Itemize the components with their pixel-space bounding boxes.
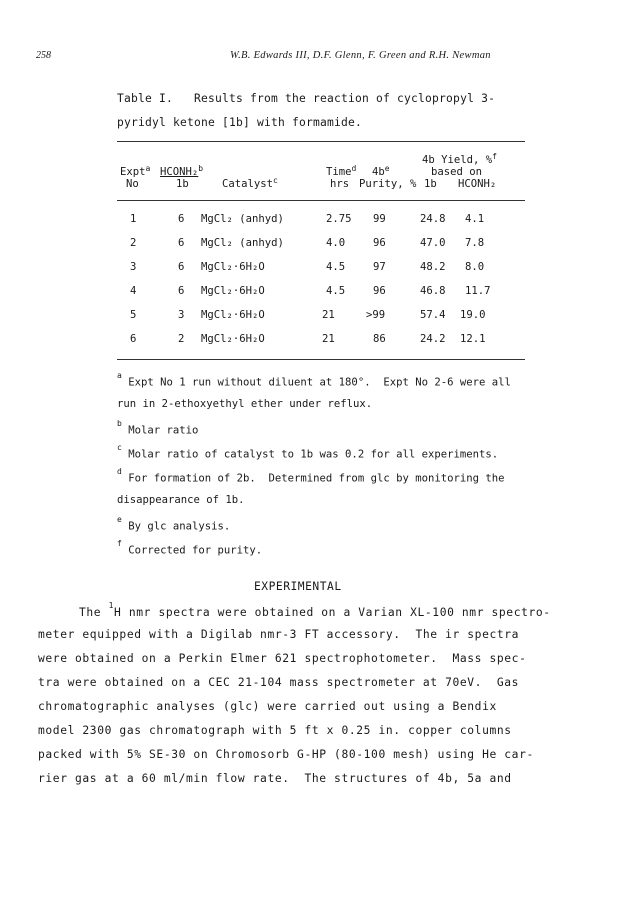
- cell-yield-1b: 57.4: [420, 309, 446, 321]
- cell-time: 4.5: [326, 285, 346, 297]
- cell-catalyst: MgCl₂·6H₂O: [201, 261, 265, 273]
- col-header-4b: $4b^e$: [372, 164, 390, 178]
- cell-purity: 97: [373, 261, 386, 273]
- cell-yield-hconh2: 19.0: [460, 309, 486, 321]
- body-line: meter equipped with a Digilab nmr-3 FT accessory. The ir spectra: [38, 628, 520, 641]
- cell-catalyst: MgCl₂ (anhyd): [201, 237, 284, 249]
- table-top-rule: [117, 141, 525, 142]
- cell-yield-1b: 24.8: [420, 213, 446, 225]
- table-row: [117, 333, 525, 347]
- cell-yield-1b: 48.2: [420, 261, 446, 273]
- cell-time: 21: [322, 333, 335, 345]
- cell-no: 4: [130, 285, 137, 297]
- running-head: W.B. Edwards III, D.F. Glenn, F. Green and R.H. Newman: [230, 50, 491, 61]
- col-header-yield: 4b Yield, %$^f$: [422, 152, 497, 166]
- table-bottom-rule: [117, 359, 525, 360]
- cell-no: 3: [130, 261, 137, 273]
- table-caption-line-2: pyridyl ketone [1b] with formamide.: [117, 116, 363, 129]
- cell-no: 5: [130, 309, 137, 321]
- body-line: model 2300 gas chromatograph with 5 ft x 0.25 in. copper columns: [38, 724, 512, 737]
- col-header-1b: 1b: [176, 178, 189, 190]
- cell-ratio: 6: [178, 213, 185, 225]
- cell-ratio: 6: [178, 285, 185, 297]
- col-header-purity: Purity, %: [359, 178, 417, 190]
- footnote-b: $^b$ Molar ratio: [117, 419, 199, 437]
- col-header-catalyst: Catalyst$^c$: [222, 176, 278, 190]
- footnote-e: $^e$ By glc analysis.: [117, 515, 231, 533]
- table-row: [117, 237, 525, 251]
- cell-purity: 86: [373, 333, 386, 345]
- table-row: [117, 285, 525, 299]
- body-line: were obtained on a Perkin Elmer 621 spectrophotometer. Mass spec-: [38, 652, 527, 665]
- cell-yield-1b: 46.8: [420, 285, 446, 297]
- body-line: rier gas at a 60 ml/min flow rate. The structures of 4b, 5a and: [38, 772, 512, 785]
- table-header-rule: [117, 200, 525, 201]
- cell-ratio: 3: [178, 309, 185, 321]
- footnote-a-continued: run in 2-ethoxyethyl ether under reflux.: [117, 398, 373, 410]
- footnote-f: $^f$ Corrected for purity.: [117, 539, 263, 557]
- body-line: tra were obtained on a CEC 21-104 mass spectrometer at 70eV. Gas: [38, 676, 520, 689]
- cell-no: 1: [130, 213, 137, 225]
- cell-ratio: 6: [178, 261, 185, 273]
- col-header-hconh2: HCONH₂$^b$: [160, 164, 204, 178]
- cell-no: 2: [130, 237, 137, 249]
- cell-time: 2.75: [326, 213, 352, 225]
- body-line: chromatographic analyses (glc) were carried out using a Bendix: [38, 700, 497, 713]
- cell-time: 4.5: [326, 261, 346, 273]
- col-header-expt: Expt$^a$: [120, 164, 151, 178]
- cell-purity: 96: [373, 237, 386, 249]
- section-title-experimental: EXPERIMENTAL: [254, 580, 342, 593]
- cell-ratio: 6: [178, 237, 185, 249]
- cell-catalyst: MgCl₂·6H₂O: [201, 285, 265, 297]
- cell-catalyst: MgCl₂·6H₂O: [201, 309, 265, 321]
- cell-yield-hconh2: 11.7: [465, 285, 491, 297]
- cell-time: 21: [322, 309, 335, 321]
- cell-yield-hconh2: 4.1: [465, 213, 485, 225]
- col-header-time: Time$^d$: [326, 164, 357, 178]
- cell-yield-hconh2: 8.0: [465, 261, 485, 273]
- cell-yield-1b: 24.2: [420, 333, 446, 345]
- body-line: packed with 5% SE-30 on Chromosorb G-HP (80-100 mesh) using He car-: [38, 748, 534, 761]
- table-row: [117, 309, 525, 323]
- cell-catalyst: MgCl₂ (anhyd): [201, 213, 284, 225]
- cell-yield-hconh2: 7.8: [465, 237, 485, 249]
- table-row: [117, 261, 525, 275]
- col-header-hrs: hrs: [330, 178, 350, 190]
- col-header-yield-1b: 1b: [424, 178, 437, 190]
- footnote-d-continued: disappearance of 1b.: [117, 494, 245, 506]
- cell-purity: 96: [373, 285, 386, 297]
- footnote-d: $^d$ For formation of 2b. Determined from glc by monitoring the: [117, 467, 505, 485]
- footnote-c: $^c$ Molar ratio of catalyst to 1b was 0.2 for all experiments.: [117, 443, 499, 461]
- cell-purity: >99: [366, 309, 386, 321]
- cell-catalyst: MgCl₂·6H₂O: [201, 333, 265, 345]
- cell-time: 4.0: [326, 237, 346, 249]
- col-header-based-on: based on: [431, 166, 483, 178]
- cell-purity: 99: [373, 213, 386, 225]
- cell-ratio: 2: [178, 333, 185, 345]
- page-number: 258: [36, 50, 51, 61]
- cell-no: 6: [130, 333, 137, 345]
- col-header-no: No: [126, 178, 139, 190]
- table-caption-line-1: Table I. Results from the reaction of cyclopropyl 3-: [117, 92, 496, 105]
- footnote-a: $^a$ Expt No 1 run without diluent at 180°. Expt No 2-6 were all: [117, 371, 511, 389]
- cell-yield-1b: 47.0: [420, 237, 446, 249]
- table-row: [117, 213, 525, 227]
- col-header-yield-hconh2: HCONH₂: [458, 178, 497, 190]
- cell-yield-hconh2: 12.1: [460, 333, 486, 345]
- body-line: The $^1$H nmr spectra were obtained on a Varian XL-100 nmr spectro-: [79, 601, 551, 619]
